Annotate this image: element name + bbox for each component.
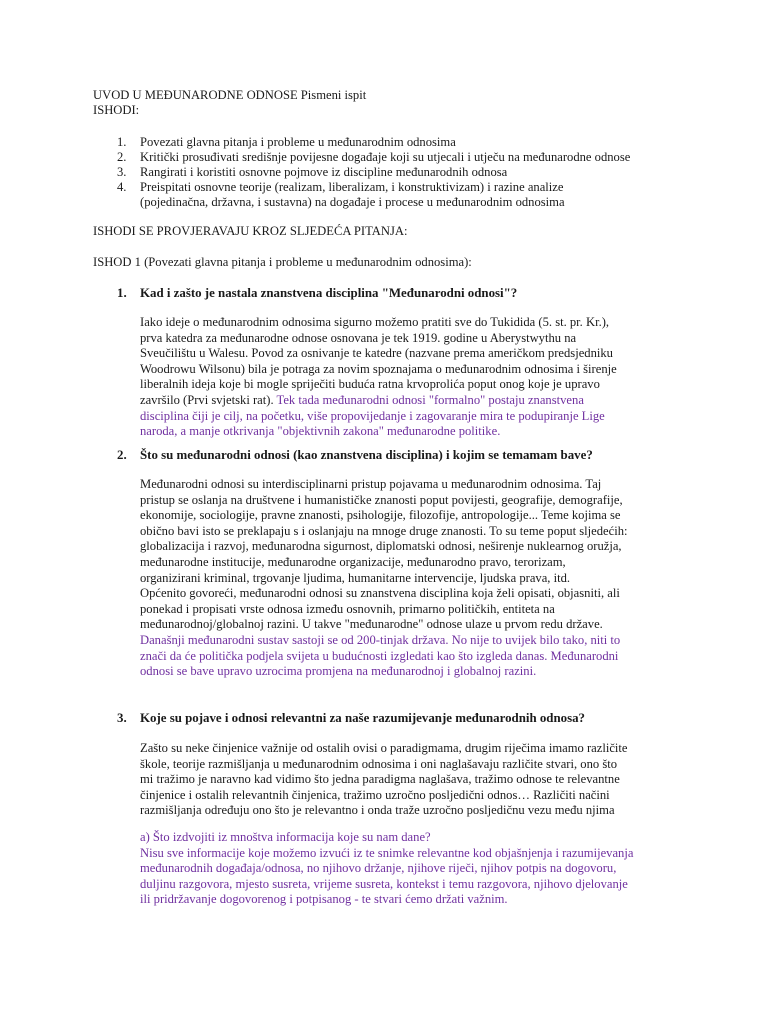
outcome-number: 3. [117, 165, 127, 179]
answer-line: pristup se oslanja na društvene i humanističke znanosti poput povijesti, geografije, demografije, [140, 492, 623, 507]
answer-line: organizirani kriminal, trgovanje ljudima, humanitarne intervencije, ljudska prava, itd. [140, 570, 571, 585]
subsection-line: Nisu sve informacije koje možemo izvući iz te snimke relevantne kod objašnjenja i razumijevanja [140, 845, 634, 860]
answer-line: mi tražimo je naravno kad vidimo što jedna paradigma naglašava, tražimo odnose te relevantne [140, 772, 620, 787]
answer-line: Današnji međunarodni sustav sastoji se od 200-tinjak država. No nije to uvijek bilo tako, niti to [140, 632, 621, 647]
outcome-text: Preispitati osnovne teorije (realizam, liberalizam, i konstruktivizam) i razine analize [140, 180, 564, 194]
subsection-line: ili pridržavanje dogovorenog i potpisanog - te stvari ćemo držati važnim. [140, 892, 508, 907]
answer-line: disciplina čiji je cilj, na početku, više propovijedanje i zagovaranje mira te podupiranje Lige [140, 408, 605, 423]
answer-line: obično bavi isto se preklapaju s i oslanjaju na mnoge druge znanosti. To su teme poput sljedećih: [140, 523, 628, 538]
answer-line: znači da će politička podjela svijeta u budućnosti izgledati kao što izgleda danas. Međunarodni [140, 648, 619, 663]
answer-line: razmišljanja određuju ono što je relevantno i onda traže uzročno posljedičnu vezu među njima [140, 803, 615, 818]
outcome-text: Povezati glavna pitanja i probleme u međunarodnim odnosima [140, 135, 456, 149]
question-title: Što su međunarodni odnosi (kao znanstvena disciplina) i kojim se temamam bave? [140, 448, 593, 462]
answer-line: ekonomije, sociologije, pravne znanosti, psihologije, filozofije, antropologije... Teme kojima se [140, 508, 621, 523]
answer-line: međunarodnoj/globalnoj razini. U takve "međunarodne" odnose ulaze u prvom redu države. [140, 617, 603, 632]
answer-line: prva katedra za međunarodne odnose osnovana je tek 1919. godine u Aberystwythu na [140, 330, 577, 345]
ishodi-label: ISHODI: [93, 103, 140, 117]
question-3-subsection [140, 830, 633, 908]
question-3-answer [140, 741, 628, 819]
outcome-text: Rangirati i koristiti osnovne pojmove iz discipline međunarodnih odnosa [140, 165, 508, 179]
answer-line: odnosi se bave upravo uzrocima promjena na međunarodnoj i globalnoj razini. [140, 664, 537, 679]
answer-line: Woodrowu Wilsonu) bila je potraga za novim spoznajama o međunarodnim odnosima i širenje [140, 361, 617, 376]
answer-line: liberalnih ideja koje bi mogle spriječiti buduća ratna krvoprolića poput onog koje je upravo [140, 377, 600, 392]
question-number: 2. [117, 448, 127, 462]
answer-line: Iako ideje o međunarodnim odnosima sigurno možemo pratiti sve do Tukidida (5. st. pr. Kr.), [140, 315, 610, 329]
answer-line: međunarodne institucije, međunarodne organizacije, međunarodno pravo, terorizam, [140, 554, 566, 569]
subsection-line: a) Što izdvojiti iz mnoštva informacija koje su nam dane? [140, 830, 431, 844]
ishod-1-heading: ISHOD 1 (Povezati glavna pitanja i probleme u međunarodnim odnosima): [93, 255, 472, 269]
section-heading: ISHODI SE PROVJERAVAJU KROZ SLJEDEĆA PITANJA: [93, 224, 408, 238]
question-1-answer [140, 315, 617, 440]
answer-line: Sveučilištu u Walesu. Povod za osnivanje te katedre (nazvane prema američkom predsjedniku [140, 346, 613, 361]
answer-line: Zašto su neke činjenice važnije od ostalih ovisi o paradigmama, drugim riječima imamo različite [140, 741, 628, 755]
question-2-answer [140, 477, 628, 680]
subsection-line: duljinu razgovora, mjesto susreta, vrijeme susreta, kontekst i temu razgovora, njihovo djelovanje [140, 876, 628, 891]
question-number: 3. [117, 711, 127, 725]
outcome-number: 4. [117, 180, 127, 194]
outcome-text: Kritički prosuđivati središnje povijesne događaje koji su utjecali i utječu na međunarodne odnose [140, 150, 631, 164]
question-title: Kad i zašto je nastala znanstvena disciplina "Međunarodni odnosi"? [140, 286, 518, 300]
answer-line: ponekad i propisati vrste odnosa između osnovnih, primarno političkih, entiteta na [140, 601, 555, 616]
outcome-text: (pojedinačna, državna, i sustavna) na događaje i procese u međunarodnim odnosima [140, 195, 565, 209]
answer-line: naroda, a manje otkrivanja "objektivnih zakona" međunarodne politike. [140, 424, 501, 439]
answer-line: škole, teorije razmišljanja u međunarodnim odnosima i oni naglašavaju različite stvari, ono što [140, 756, 618, 771]
question-title: Koje su pojave i odnosi relevantni za naše razumijevanje međunarodnih odnosa? [140, 711, 585, 725]
answer-line: globalizacija i razvoj, međunarodna sigurnost, diplomatski odnosi, neširenje nuklearnog oružja, [140, 539, 622, 554]
outcome-number: 2. [117, 150, 127, 164]
outcome-number: 1. [117, 135, 127, 149]
question-number: 1. [117, 286, 127, 300]
answer-line: završilo (Prvi svjetski rat). Tek tada međunarodni odnosi "formalno" postaju znanstvena [140, 392, 584, 407]
subsection-line: međunarodnih događaja/odnosa, no njihovo držanje, njihove riječi, njihov potpis na dogovoru, [140, 861, 617, 876]
answer-line: Međunarodni odnosi su interdisciplinarni pristup pojavama u međunarodnim odnosima. Taj [140, 477, 602, 491]
answer-line: činjenice i ostalih relevantnih činjenica, tražimo uzročno posljedični odnos… Različiti načini [140, 787, 610, 802]
document-title: UVOD U MEĐUNARODNE ODNOSE Pismeni ispit [93, 88, 367, 102]
answer-line: Općenito govoreći, međunarodni odnosi su znanstvena disciplina koja želi opisati, objasniti, ali [140, 586, 620, 601]
